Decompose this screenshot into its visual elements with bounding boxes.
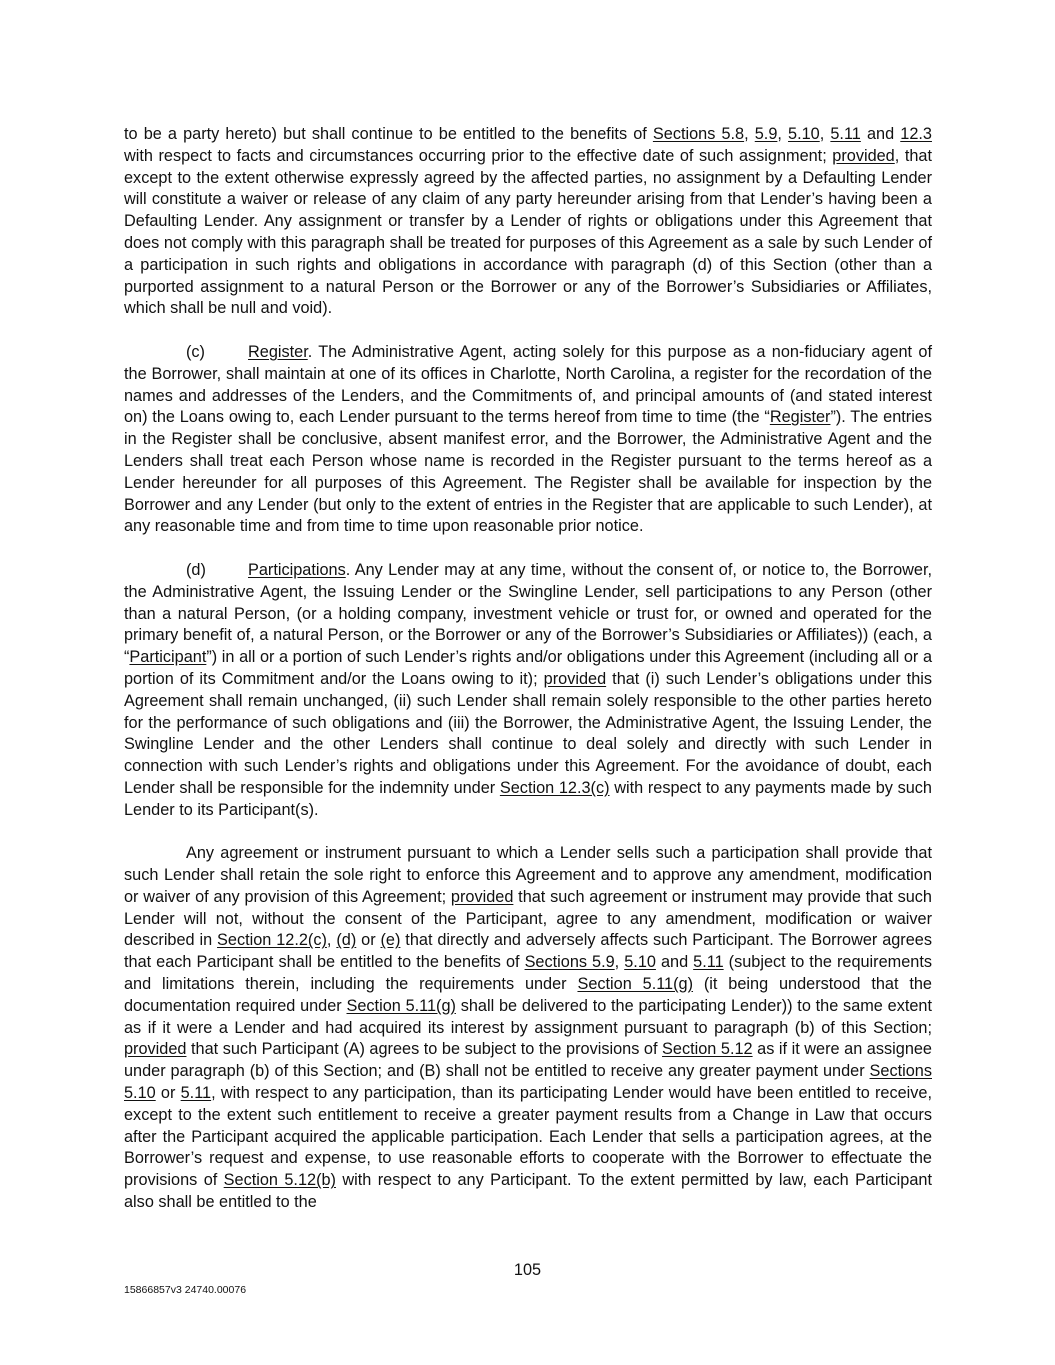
- section-reference: 5.10: [624, 953, 656, 972]
- defined-term-register: Register: [769, 408, 831, 427]
- text-run: shall be delivered to the participating Lender)) to the same extent as if it were a Lender and had acquired its interest by assignment pursuant to paragraph (b) of this Section;: [124, 996, 932, 1037]
- section-reference: 5.11: [830, 125, 861, 143]
- text-run: ,: [744, 125, 755, 143]
- text-run: with respect to any Participant. To the extent permitted by law, each Participant also shall be entitled to the: [124, 1171, 932, 1212]
- text-run: ,: [777, 125, 789, 143]
- defined-term-provided: provided: [124, 1040, 187, 1059]
- paragraph-continuation: [124, 124, 932, 320]
- paragraph-participations: [124, 560, 932, 822]
- section-reference: 5.11: [693, 953, 724, 972]
- text-run: as if it were an assignee under paragraph (b) of this Section; and (B) shall not be entitled to receive any greater payment under: [124, 1040, 932, 1081]
- section-reference: (e): [380, 931, 401, 950]
- text-run: . The Administrative Agent, acting solely for this purpose as a non-fiduciary agent of the Borrower, shall maintain at one of its offices in Charlotte, North Carolina, a register for the recordation of the names and addresses of the Lenders, and the Commitments of, and principal amounts of (and stated interest on) the Loans owing to, each Lender pursuant to the terms hereof from time to time (the “: [124, 342, 932, 427]
- section-reference: Section 5.11(g): [346, 996, 456, 1015]
- text-run: Any agreement or instrument pursuant to which a Lender sells such a participation shall provide that such Lender shall retain the sole right to enforce this Agreement and to approve any amendment, modification or waiver of any provision of this Agreement;: [124, 844, 932, 906]
- text-run: with respect to any payments made by such Lender to its Participant(s).: [124, 778, 932, 819]
- clause-label: (c): [186, 342, 205, 361]
- text-run: ,: [326, 931, 337, 950]
- text-run: and: [655, 953, 694, 972]
- text-run: ,: [819, 125, 831, 143]
- section-reference: 5.11: [180, 1084, 212, 1103]
- text-run: ”) in all or a portion of such Lender’s rights and/or obligations under this Agreement (including all or a portion of its Commitment and/or the Loans owing to it);: [124, 648, 932, 688]
- text-run: , that except to the extent otherwise expressly agreed by the affected parties, no assignment by a Defaulting Lender will constitute a waiver or release of any claim of any party hereunder arising from that Lender’s having been a Defaulting Lender. Any assignment or transfer by a Lender of rights or obligations under this Agreement that does not comply with this paragraph shall be treated for purposes of this Agreement as a sale by such Lender of a participation in such rights and obligations in accordance with paragraph (d) of this Section (other than a purported assignment to a natural Person or the Borrower or any of the Borrower’s Subsidiaries or Affiliates, which shall be null and void).: [124, 146, 932, 318]
- section-reference: Section 12.3(c): [499, 778, 610, 797]
- section-reference: Sections 5.8: [652, 125, 745, 143]
- section-reference: Section 12.2(c): [217, 931, 327, 950]
- text-run: or: [356, 931, 381, 950]
- text-run: or: [155, 1084, 181, 1103]
- section-reference: 5.9: [754, 125, 778, 143]
- section-reference: 5.10: [788, 125, 820, 143]
- text-run: and: [860, 125, 901, 143]
- document-body: [124, 124, 932, 1236]
- text-run: , with respect to any participation, than its participating Lender would have been entitled to receive, except to the extent such entitlement to receive a greater payment results from a Change in Law that occurs after the Participant acquired the applicable participation. Each Lender that sells a participation agrees, at the Borrower’s request and expense, to use reasonable efforts to cooperate with the Borrower to effectuate the provisions of: [124, 1084, 933, 1190]
- clause-heading: Register: [248, 342, 308, 361]
- section-reference: Section 5.12(b): [223, 1171, 336, 1190]
- text-run: (it being understood that the documentation required under: [124, 975, 932, 1015]
- clause-label: (d): [186, 560, 206, 579]
- section-reference: Sections 5.9: [524, 953, 615, 972]
- text-run: that directly and adversely affects such Participant. The Borrower agrees that each Participant shall be entitled to the benefits of: [124, 931, 932, 972]
- document-id: 15866857v3 24740.00076: [124, 1284, 247, 1296]
- text-run: (subject to the requirements and limitations therein, including the requirements under: [124, 953, 932, 994]
- text-run: with respect to facts and circumstances occurring prior to the effective date of such assignment;: [124, 146, 833, 165]
- section-reference: (d): [336, 931, 357, 950]
- text-run: . Any Lender may at any time, without the consent of, or notice to, the Borrower, the Administrative Agent, the Issuing Lender or the Swingline Lender, sell participations to any Person (other than a natural Person, (or a holding company, investment vehicle or trust for, or owned and operated for the primary benefit of, a natural Person, or the Borrower or any of the Borrower’s Subsidiaries or Affiliates)) (each, a “: [124, 560, 932, 667]
- section-reference: Section 5.12: [662, 1040, 753, 1059]
- clause-heading: Participations: [248, 560, 346, 579]
- defined-term-provided: provided: [450, 887, 514, 906]
- text-run: ”). The entries in the Register shall be conclusive, absent manifest error, and the Borrower, the Administrative Agent and the Lenders shall treat each Person whose name is recorded in the Register pursuant to the terms hereof as a Lender hereunder for all purposes of this Agreement. The Register shall be available for inspection by the Borrower and any Lender (but only to the extent of entries in the Register that are applicable to such Lender), at any reasonable time and from time to time upon reasonable prior notice.: [124, 408, 933, 536]
- text-run: ,: [614, 953, 625, 972]
- paragraph-participation-agreement: [124, 843, 932, 1214]
- defined-term-provided: provided: [543, 669, 607, 688]
- page-number: 105: [513, 1261, 542, 1279]
- text-run: that such agreement or instrument may provide that such Lender will not, without the consent of the Participant, agree to any amendment, modification or waiver described in: [124, 887, 932, 950]
- section-reference: Section 5.11(g): [577, 975, 694, 994]
- text-run: that (i) such Lender’s obligations under this Agreement shall remain unchanged, (ii) such Lender shall remain solely responsible to the other parties hereto for the performance of such obligations and (iii) the Borrower, the Administrative Agent, the Issuing Lender, the Swingline Lender and the other Lenders shall continue to deal solely and directly with such Lender in connection with such Lender’s rights and obligations under this Agreement. For the avoidance of doubt, each Lender shall be responsible for the indemnity under: [124, 669, 933, 797]
- text-run: that such Participant (A) agrees to be subject to the provisions of: [186, 1040, 663, 1059]
- section-reference: 12.3: [900, 125, 932, 143]
- section-reference: Sections 5.10: [124, 1062, 932, 1103]
- paragraph-register: [124, 342, 932, 538]
- defined-term-participant: Participant: [129, 648, 207, 667]
- defined-term-provided: provided: [832, 146, 895, 165]
- text-run: to be a party hereto) but shall continue to be entitled to the benefits of: [124, 125, 653, 143]
